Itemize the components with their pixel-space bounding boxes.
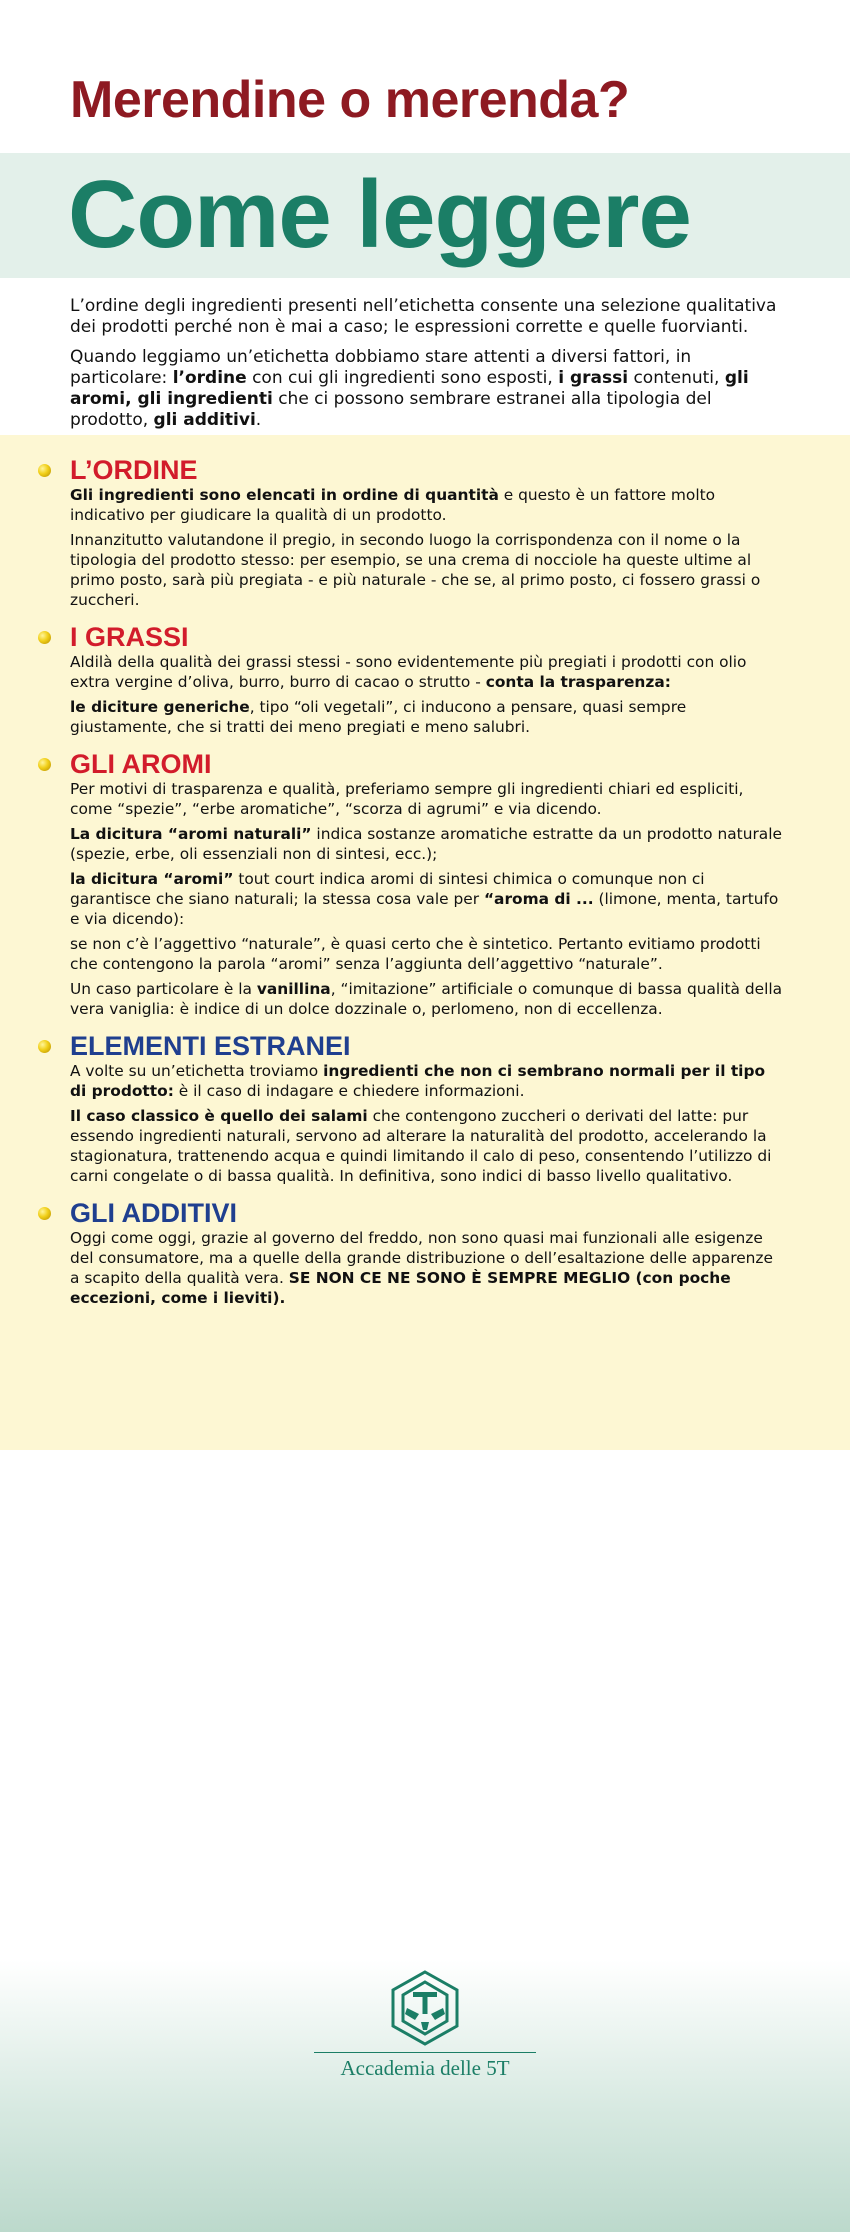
section-paragraph: la dicitura “aromi” tout court indica aromi di sintesi chimica o comunque non ci garantisce che siano naturali; la stessa cosa vale per “aroma di ... (limone, menta, tartufo e via dicendo):: [70, 870, 779, 928]
section-paragraph: Gli ingredienti sono elencati in ordine di quantità e questo è un fattore molto indicativo per giudicare la qualità di un prodotto.: [70, 486, 716, 524]
intro-paragraph-1: L’ordine degli ingredienti presenti nell’etichetta consente una selezione qualitativa dei prodotti perché non è mai a caso; le espressioni corrette e quelle fuorvianti.: [70, 296, 777, 337]
section-paragraph: Un caso particolare è la vanillina, “imitazione” artificiale o comunque di bassa qualità della vera vaniglia: è indice di un dolce dozzinale o, perlomeno, non di eccellenza.: [70, 980, 783, 1018]
section-paragraph: Per motivi di trasparenza e qualità, preferiamo sempre gli ingredienti chiari ed espliciti, come “spezie”, “erbe aromatiche”, “scorza di agrumi” e via dicendo.: [70, 780, 744, 818]
section-heading: L’ORDINE: [70, 455, 198, 485]
section-paragraph: se non c’è l’aggettivo “naturale”, è quasi certo che è sintetico. Pertanto evitiamo prodotti che contengono la parola “aromi” senza l’aggiunta dell’aggettivo “naturale”.: [70, 935, 761, 973]
logo-divider: [314, 2052, 536, 2053]
section-grassi: [0, 622, 850, 737]
section-heading: ELEMENTI ESTRANEI: [70, 1031, 351, 1061]
bullet-icon: [38, 1040, 51, 1053]
section-paragraph: Aldilà della qualità dei grassi stessi - sono evidentemente più pregiati i prodotti con olio extra vergine d’oliva, burro, burro di cacao o strutto - conta la trasparenza:: [70, 653, 747, 691]
section-paragraph: La dicitura “aromi naturali” indica sostanze aromatiche estratte da un prodotto naturale (spezie, erbe, oli essenziali non di sintesi, ecc.);: [70, 825, 782, 863]
section-heading: GLI ADDITIVI: [70, 1198, 237, 1228]
section-paragraph: Innanzitutto valutandone il pregio, in secondo luogo la corrispondenza con il nome o la tipologia del prodotto stesso: per esempio, se una crema di nocciole ha queste ultime al primo posto, sarà più pregiata - e più naturale - che se, al primo posto, ci fossero grassi o zuccheri.: [70, 531, 761, 609]
page-title: Come leggere: [68, 161, 691, 268]
section-elementi-estranei: [0, 1031, 850, 1186]
bullet-icon: [38, 758, 51, 771]
bullet-icon: [38, 631, 51, 644]
page-subtitle: Merendine o merenda?: [70, 71, 630, 129]
logo-text: Accademia delle 5T: [340, 2056, 510, 2080]
section-paragraph: A volte su un’etichetta troviamo ingredienti che non ci sembrano normali per il tipo di prodotto: è il caso di indagare e chiedere informazioni.: [70, 1062, 766, 1100]
academy-logo-icon: [385, 1968, 465, 2048]
intro: [70, 296, 790, 440]
section-additivi: [0, 1198, 850, 1308]
section-heading: I GRASSI: [70, 622, 189, 652]
sections: [0, 455, 850, 1320]
section-aromi: [0, 749, 850, 1019]
bullet-icon: [38, 1207, 51, 1220]
section-paragraph: le diciture generiche, tipo “oli vegetali”, ci inducono a pensare, quasi sempre giustamente, che si tratti dei meno pregiati e meno salubri.: [70, 698, 687, 736]
section-ordine: [0, 455, 850, 610]
bullet-icon: [38, 464, 51, 477]
intro-paragraph-2: Quando leggiamo un’etichetta dobbiamo stare attenti a diversi fattori, in particolare: l’ordine con cui gli ingredienti sono esposti, i grassi contenuti, gli aromi, gli ingredienti che ci possono sembrare estranei alla tipologia del prodotto, gli additivi.: [70, 347, 749, 430]
section-paragraph: Oggi come oggi, grazie al governo del freddo, non sono quasi mai funzionali alle esigenze del consumatore, ma a quelle della grande distribuzione o dell’esaltazione delle apparenze a scapito della qualità vera. SE NON CE NE SONO È SEMPRE MEGLIO (con poche eccezioni, come i lieviti).: [70, 1229, 773, 1307]
section-heading: GLI AROMI: [70, 749, 212, 779]
section-paragraph: Il caso classico è quello dei salami che contengono zuccheri o derivati del latte: pur essendo ingredienti naturali, servono ad alterare la naturalità del prodotto, accelerando la stagionatura, trattenendo acqua e quindi limitando il calo di peso, consentendo l’utilizzo di carni congelate o di bassa qualità. In definitiva, sono indici di basso livello qualitativo.: [70, 1107, 772, 1185]
